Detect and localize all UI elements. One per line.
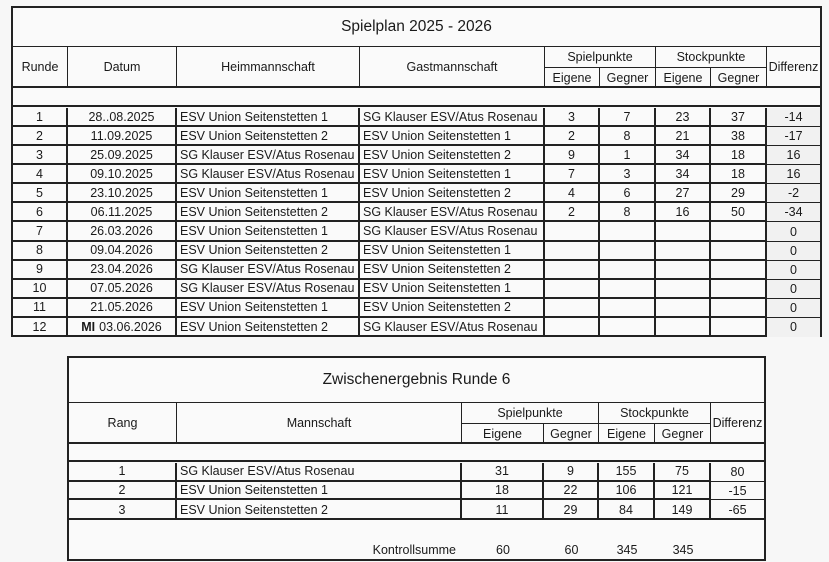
cell-st-eigene: 84 <box>599 500 655 519</box>
cell-sp-gegner: 8 <box>600 127 656 146</box>
cell-sp-eigene: 9 <box>545 146 600 165</box>
cell-sp-gegner: 1 <box>600 146 656 165</box>
cell-sp-gegner: 8 <box>600 203 656 222</box>
cell-heim: SG Klauser ESV/Atus Rosenau <box>177 146 360 165</box>
header-sp-eigene: Eigene <box>545 68 600 87</box>
cell-heim: ESV Union Seitenstetten 2 <box>177 203 360 222</box>
cell-differenz: -14 <box>767 108 820 127</box>
cell-sp-eigene <box>545 280 600 299</box>
cell-differenz: -65 <box>728 502 747 517</box>
cell-heim: ESV Union Seitenstetten 2 <box>177 127 360 146</box>
cell-sp-gegner: 29 <box>544 500 599 519</box>
cell-sp-eigene <box>545 261 600 280</box>
cell-heim: SG Klauser ESV/Atus Rosenau <box>177 261 360 280</box>
cell-gast: ESV Union Seitenstetten 2 <box>360 184 545 203</box>
cell-st-eigene <box>656 280 711 299</box>
kontrollsumme-st-eigene: 345 <box>616 542 638 557</box>
cell-gast: ESV Union Seitenstetten 2 <box>360 261 545 280</box>
header-sp-eigene: Eigene <box>462 424 544 443</box>
cell-st-gegner: 18 <box>711 146 767 165</box>
cell-st-gegner: 50 <box>711 203 767 222</box>
cell-datum: 23.04.2026 <box>68 261 177 280</box>
header-sp-gegner: Gegner <box>600 68 656 87</box>
cell-st-gegner <box>711 280 767 299</box>
cell-heim: ESV Union Seitenstetten 2 <box>177 242 360 261</box>
cell-st-gegner: 121 <box>655 482 711 501</box>
cell-sp-eigene <box>545 299 600 318</box>
cell-st-eigene: 16 <box>656 203 711 222</box>
header-spielpunkte: Spielpunkte <box>545 47 656 68</box>
cell-st-eigene <box>656 222 711 241</box>
cell-st-eigene: 34 <box>656 165 711 184</box>
cell-datum: 09.10.2025 <box>68 165 177 184</box>
cell-datum: 23.10.2025 <box>68 184 177 203</box>
cell-st-gegner <box>711 299 767 318</box>
cell-rang: 1 <box>69 463 177 482</box>
cell-sp-eigene: 18 <box>462 482 544 501</box>
cell-mannschaft: SG Klauser ESV/Atus Rosenau <box>177 463 462 482</box>
cell-gast: ESV Union Seitenstetten 1 <box>360 280 545 299</box>
cell-runde: 10 <box>13 280 68 299</box>
cell-sp-eigene: 3 <box>545 108 600 127</box>
header-st-eigene: Eigene <box>599 424 655 443</box>
header-gastmannschaft: Gastmannschaft <box>360 47 545 87</box>
cell-heim: ESV Union Seitenstetten 2 <box>177 318 360 337</box>
cell-sp-eigene: 2 <box>545 203 600 222</box>
cell-sp-gegner: 7 <box>600 108 656 127</box>
header-rang: Rang <box>69 403 177 443</box>
cell-st-gegner: 18 <box>711 165 767 184</box>
header-differenz: Differenz <box>768 60 819 74</box>
cell-differenz: -2 <box>767 184 820 203</box>
cell-datum: 28..08.2025 <box>68 108 177 127</box>
cell-runde: 5 <box>13 184 68 203</box>
header-st-gegner: Gegner <box>711 68 767 87</box>
cell-sp-gegner <box>600 280 656 299</box>
cell-st-gegner: 38 <box>711 127 767 146</box>
cell-st-gegner: 75 <box>655 463 711 482</box>
header-spielpunkte: Spielpunkte <box>462 403 599 424</box>
cell-runde: 1 <box>13 108 68 127</box>
cell-runde: 12 <box>13 318 68 337</box>
cell-heim: ESV Union Seitenstetten 1 <box>177 108 360 127</box>
header-stockpunkte: Stockpunkte <box>656 47 767 68</box>
cell-differenz: -15 <box>711 482 764 501</box>
cell-runde: 4 <box>13 165 68 184</box>
cell-st-gegner: 37 <box>711 108 767 127</box>
header-mannschaft: Mannschaft <box>177 403 462 443</box>
cell-gast: SG Klauser ESV/Atus Rosenau <box>360 108 545 127</box>
cell-sp-eigene: 7 <box>545 165 600 184</box>
schedule-spacer-row <box>13 88 820 107</box>
cell-runde: 6 <box>13 203 68 222</box>
cell-runde: 3 <box>13 146 68 165</box>
cell-rang: 2 <box>69 482 177 501</box>
cell-st-eigene: 155 <box>599 463 655 482</box>
cell-sp-gegner: 22 <box>544 482 599 501</box>
cell-differenz: -34 <box>767 203 820 222</box>
cell-heim: SG Klauser ESV/Atus Rosenau <box>177 165 360 184</box>
cell-gast: SG Klauser ESV/Atus Rosenau <box>360 318 545 337</box>
cell-heim: ESV Union Seitenstetten 1 <box>177 184 360 203</box>
schedule-title: Spielplan 2025 - 2026 <box>13 8 820 47</box>
cell-differenz: -17 <box>767 127 820 146</box>
cell-runde: 9 <box>13 261 68 280</box>
cell-gast: ESV Union Seitenstetten 2 <box>360 146 545 165</box>
cell-sp-gegner: 9 <box>544 463 599 482</box>
cell-st-eigene: 34 <box>656 146 711 165</box>
cell-datum: 11.09.2025 <box>68 127 177 146</box>
cell-runde: 11 <box>13 299 68 318</box>
cell-sp-gegner <box>600 299 656 318</box>
cell-differenz: 16 <box>767 146 820 165</box>
cell-sp-eigene: 4 <box>545 184 600 203</box>
cell-gast: ESV Union Seitenstetten 2 <box>360 299 545 318</box>
header-differenz: Differenz <box>712 416 763 430</box>
cell-differenz: 0 <box>767 318 820 337</box>
header-heimmannschaft: Heimmannschaft <box>177 47 360 87</box>
cell-gast: SG Klauser ESV/Atus Rosenau <box>360 203 545 222</box>
cell-st-gegner <box>711 318 767 337</box>
cell-sp-gegner: 3 <box>600 165 656 184</box>
cell-gast: SG Klauser ESV/Atus Rosenau <box>360 222 545 241</box>
header-runde: Runde <box>13 47 68 87</box>
cell-datum: 06.11.2025 <box>68 203 177 222</box>
cell-sp-eigene <box>545 242 600 261</box>
cell-st-gegner: 149 <box>655 500 711 519</box>
cell-differenz: 0 <box>767 222 820 241</box>
cell-st-gegner <box>711 242 767 261</box>
cell-st-gegner: 29 <box>711 184 767 203</box>
cell-st-eigene: 27 <box>656 184 711 203</box>
cell-st-eigene <box>656 299 711 318</box>
cell-datum <box>68 318 177 337</box>
kontrollsumme-sp-eigene: 60 <box>496 542 510 557</box>
cell-differenz: 0 <box>767 280 820 299</box>
header-st-gegner: Gegner <box>655 424 711 443</box>
header-stockpunkte: Stockpunkte <box>599 403 711 424</box>
cell-sp-eigene: 31 <box>462 463 544 482</box>
cell-st-eigene: 21 <box>656 127 711 146</box>
standings-title: Zwischenergebnis Runde 6 <box>69 358 764 403</box>
cell-datum: 07.05.2026 <box>68 280 177 299</box>
cell-st-eigene <box>656 318 711 337</box>
cell-datum: 09.04.2026 <box>68 242 177 261</box>
cell-rang: 3 <box>69 500 177 519</box>
cell-gast: ESV Union Seitenstetten 1 <box>360 242 545 261</box>
cell-mannschaft: ESV Union Seitenstetten 2 <box>177 500 462 519</box>
cell-sp-eigene: 2 <box>545 127 600 146</box>
cell-runde: 7 <box>13 222 68 241</box>
kontrollsumme-sp-gegner: 60 <box>564 542 579 557</box>
header-sp-gegner: Gegner <box>544 424 599 443</box>
cell-st-gegner <box>711 222 767 241</box>
kontrollsumme-label: Kontrollsumme <box>372 542 456 557</box>
cell-differenz: 0 <box>767 299 820 318</box>
cell-datum: 25.09.2025 <box>68 146 177 165</box>
cell-st-eigene: 23 <box>656 108 711 127</box>
cell-heim: ESV Union Seitenstetten 1 <box>177 299 360 318</box>
cell-differenz: 0 <box>767 242 820 261</box>
cell-heim: SG Klauser ESV/Atus Rosenau <box>177 280 360 299</box>
cell-st-gegner <box>711 261 767 280</box>
cell-sp-eigene <box>545 222 600 241</box>
weekday-prefix: MI <box>81 320 96 335</box>
cell-st-eigene: 106 <box>599 482 655 501</box>
cell-sp-gegner <box>600 222 656 241</box>
cell-sp-gegner <box>600 318 656 337</box>
cell-runde: 2 <box>13 127 68 146</box>
cell-sp-gegner <box>600 242 656 261</box>
cell-sp-gegner <box>600 261 656 280</box>
cell-heim: ESV Union Seitenstetten 1 <box>177 222 360 241</box>
header-st-eigene: Eigene <box>656 68 711 87</box>
standings-spacer-row <box>69 444 764 462</box>
standings-footer-divider <box>69 518 764 520</box>
cell-differenz: 0 <box>767 261 820 280</box>
cell-mannschaft: ESV Union Seitenstetten 1 <box>177 482 462 501</box>
date-text: 03.06.2026 <box>99 320 162 335</box>
cell-gast: ESV Union Seitenstetten 1 <box>360 127 545 146</box>
cell-st-eigene <box>656 242 711 261</box>
cell-sp-gegner: 6 <box>600 184 656 203</box>
cell-differenz: 16 <box>767 165 820 184</box>
cell-sp-eigene <box>545 318 600 337</box>
cell-gast: ESV Union Seitenstetten 1 <box>360 165 545 184</box>
cell-st-eigene <box>656 261 711 280</box>
kontrollsumme-st-gegner: 345 <box>672 542 694 557</box>
cell-datum: 26.03.2026 <box>68 222 177 241</box>
cell-differenz: 80 <box>711 463 764 482</box>
cell-datum: 21.05.2026 <box>68 299 177 318</box>
header-datum: Datum <box>68 47 177 87</box>
cell-sp-eigene: 11 <box>462 500 544 519</box>
cell-runde: 8 <box>13 242 68 261</box>
